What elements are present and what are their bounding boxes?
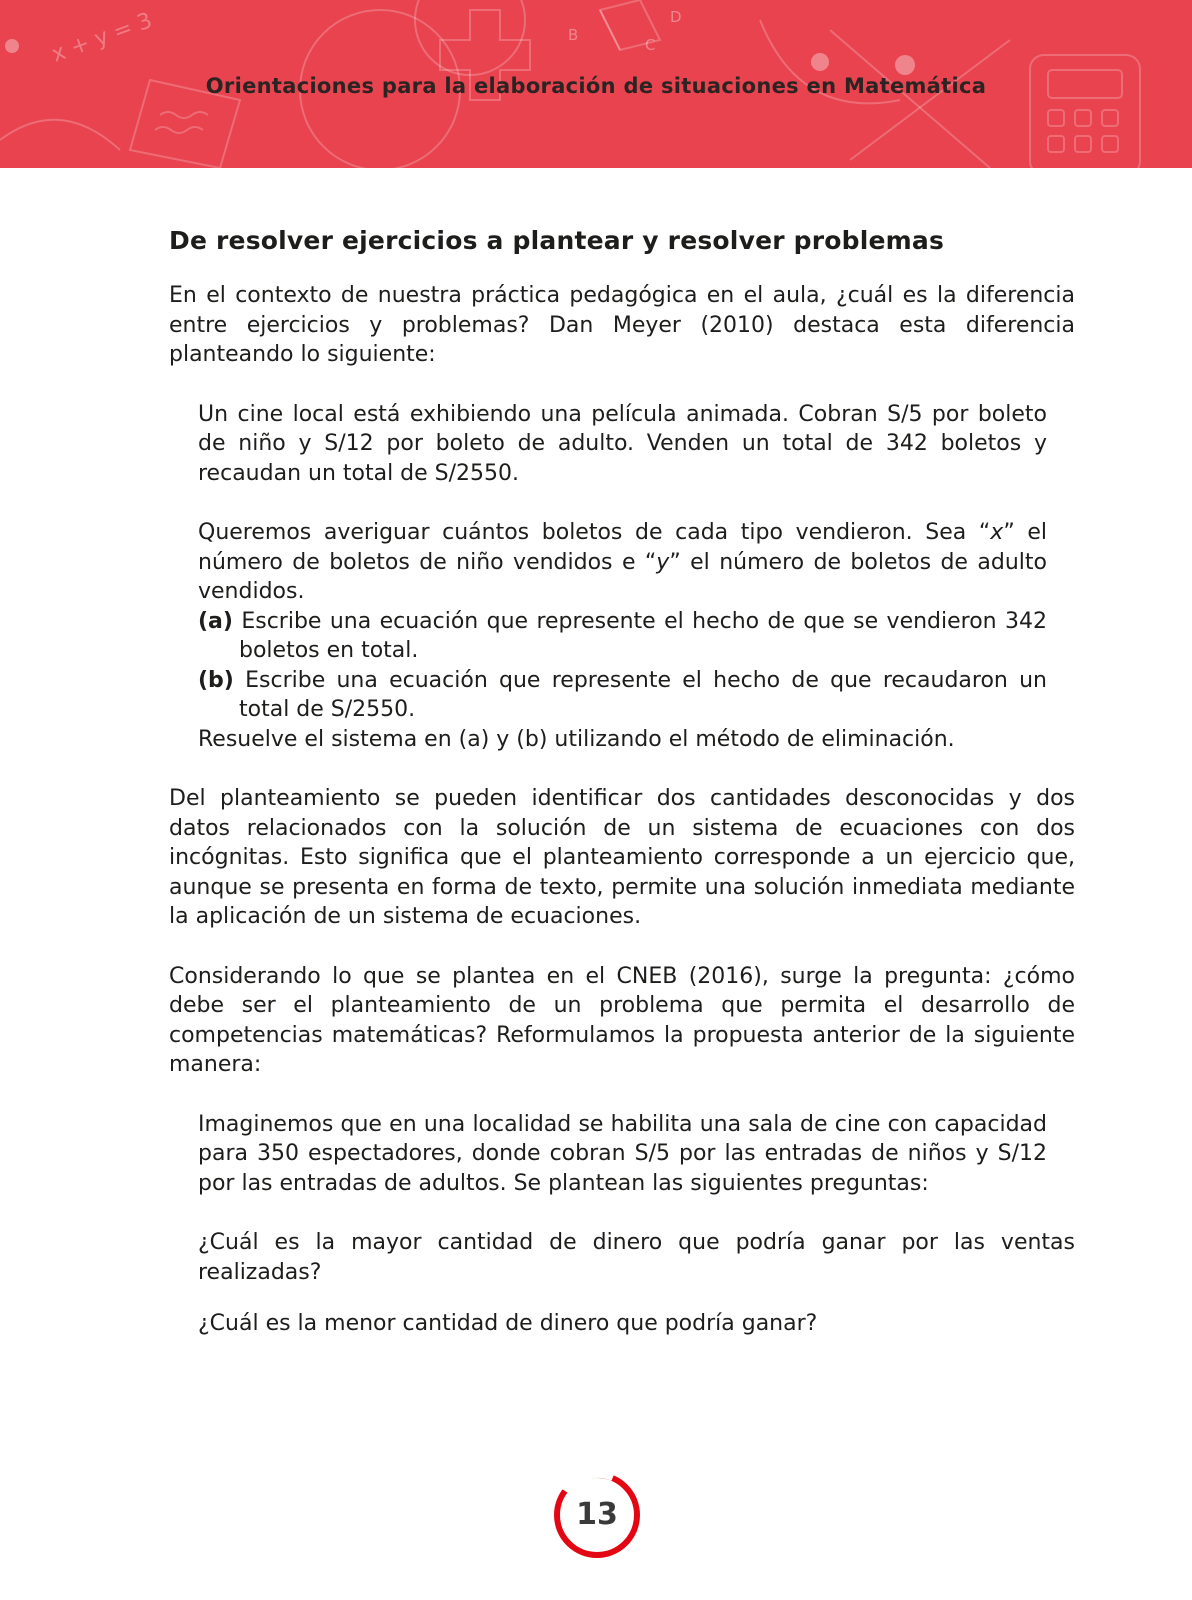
page-header	[0, 0, 1192, 168]
unknowns-text-2: ” el número de boletos de niño vendidos e “	[198, 520, 1048, 575]
item-a-text: Escribe una ecuación que represente el hecho de que se vendieron 342 boletos en total.	[232, 608, 1047, 663]
page-number-badge	[553, 1471, 641, 1559]
analysis-paragraph: Del planteamiento se pueden identificar dos cantidades desconocidas y dos datos relacionados con la solución de un sistema de ecuaciones con dos incógnitas. Esto significa que el planteamiento corresponde a un ejercicio que, aunque se presenta en forma de texto, permite una solución inmediata mediante la aplicación de un sistema de ecuaciones.	[169, 786, 1075, 929]
unknowns-text-1: Queremos averiguar cuántos boletos de cada tipo vendieron. Sea “	[198, 520, 991, 545]
decor-equation: x + y = 3	[48, 8, 156, 68]
exercise-item-a	[198, 607, 1047, 666]
variable-x: x	[990, 520, 1004, 545]
exercise-item-b	[198, 666, 1047, 725]
exercise-statement: Un cine local está exhibiendo una película animada. Cobran S/5 por boleto de niño y S/12 por boleto de adulto. Venden un total de 342 boletos y recaudan un total de S/2550.	[198, 401, 1047, 486]
item-b-text: Escribe una ecuación que represente el hecho de que recaudaron un total de S/2550.	[233, 667, 1047, 722]
unknowns-text-3: ” el número de boletos de adulto vendidos.	[198, 549, 1047, 604]
exercise-quote	[198, 400, 1047, 755]
exercise-unknowns	[198, 518, 1047, 607]
decor-letter-b: B	[568, 26, 579, 44]
exercise-closing: Resuelve el sistema en (a) y (b) utilizando el método de eliminación.	[198, 726, 955, 752]
page-number: 13	[576, 1497, 618, 1532]
problem-statement: Imaginemos que en una localidad se habilita una sala de cine con capacidad para 350 espectadores, donde cobran S/5 por las entradas de niños y S/12 por las entradas de adultos. Se plantean las siguientes preguntas:	[198, 1111, 1047, 1196]
problem-questions	[198, 1228, 1075, 1339]
decor-letter-c: C	[645, 36, 656, 54]
question-min: ¿Cuál es la menor cantidad de dinero que podría ganar?	[198, 1311, 818, 1336]
intro-paragraph: En el contexto de nuestra práctica pedagógica en el aula, ¿cuál es la diferencia entre ejercicios y problemas? Dan Meyer (2010) destaca esta diferencia planteando lo siguiente:	[169, 283, 1075, 367]
section-title: De resolver ejercicios a plantear y resolver problemas	[169, 226, 945, 255]
item-b-label: (b)	[198, 667, 234, 693]
header-title: Orientaciones para la elaboración de situaciones en Matemática	[205, 74, 987, 98]
question-max: ¿Cuál es la mayor cantidad de dinero que podría ganar por las ventas realizadas?	[198, 1230, 1075, 1285]
item-a-label: (a)	[198, 608, 233, 634]
reformulation-paragraph: Considerando lo que se plantea en el CNEB (2016), surge la pregunta: ¿cómo debe ser el planteamiento de un problema que permita el desarrollo de competencias matemáticas? Reformulamos la propuesta anterior de la siguiente manera:	[169, 963, 1075, 1077]
problem-quote	[198, 1110, 1047, 1199]
variable-y: y	[656, 549, 670, 575]
page-content	[169, 226, 1075, 1339]
decor-letter-d: D	[670, 8, 682, 26]
